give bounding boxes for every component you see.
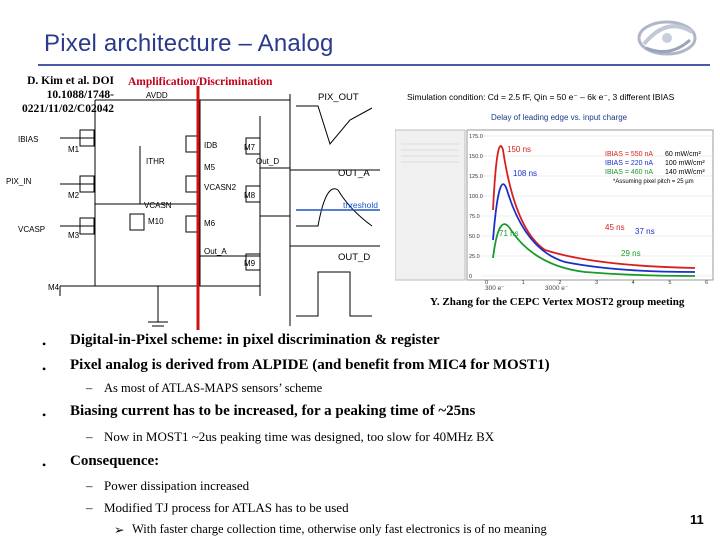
bullet-text: Consequence: <box>70 453 160 469</box>
m8-label: M8 <box>244 191 256 200</box>
bullet-marker: • <box>42 362 47 376</box>
m9-label: M9 <box>244 259 256 268</box>
section-label: Amplification/Discrimination <box>128 76 273 88</box>
m10-label: M10 <box>148 217 164 226</box>
legend-label: IBIAS = 220 nA <box>605 160 654 167</box>
annotation-red-tail: 45 ns <box>605 223 625 232</box>
annotation-green-peak: 71 ns <box>499 229 519 238</box>
m6-label: M6 <box>204 219 216 228</box>
legend-note: *Assuming pixel pitch = 25 µm <box>613 179 694 185</box>
slide-title: Pixel architecture – Analog <box>44 30 334 57</box>
x-tick-label: 2 <box>558 280 562 286</box>
sub-bullet-marker: – <box>86 429 93 444</box>
sub-bullet-marker: – <box>86 500 93 515</box>
m5-label: M5 <box>204 163 216 172</box>
out-a-label: OUT_A <box>338 168 370 179</box>
vcasp-label: VCASP <box>18 225 46 234</box>
legend-power: 140 mW/cm² <box>665 169 705 176</box>
ithr-label: ITHR <box>146 157 165 166</box>
reference-line: D. Kim et al. DOI <box>27 75 114 87</box>
chart-title: Delay of leading edge vs. input charge <box>491 113 628 122</box>
avdd-label: AVDD <box>146 91 168 100</box>
sub-bullet-text: Now in MOST1 ~2us peaking time was designed, too slow for 40MHz BX <box>104 429 495 444</box>
sub-bullet-text: Power dissipation increased <box>104 478 250 493</box>
x-tick-label: 1 <box>521 280 525 286</box>
bullet-marker: • <box>42 337 47 351</box>
y-tick-label: 175.0 <box>469 134 483 140</box>
annotation-red-peak: 150 ns <box>507 145 532 154</box>
y-tick-label: 50.0 <box>469 234 480 240</box>
annotation-blue-peak: 108 ns <box>513 169 538 178</box>
y-tick-label: 25.0 <box>469 254 480 260</box>
x-tick-label: 6 <box>705 280 709 286</box>
annotation-green-tail: 29 ns <box>621 249 641 258</box>
bullet-marker: • <box>42 408 47 422</box>
vcasn2-label: VCASN2 <box>204 183 237 192</box>
legend-power: 100 mW/cm² <box>665 160 705 167</box>
pix-in-label: PIX_IN <box>6 177 32 186</box>
bullet-text: Biasing current has to be increased, for a peaking time of ~25ns <box>70 403 476 419</box>
sub-bullet-marker: – <box>86 478 93 493</box>
sub-sub-bullet-text: With faster charge collection time, otherwise only fast electronics is of no meaning <box>132 522 547 536</box>
y-tick-label: 100.0 <box>469 194 483 200</box>
m3-label: M3 <box>68 231 80 240</box>
x-tick-label: 3 <box>595 280 599 286</box>
out-d-label: OUT_D <box>338 252 371 263</box>
pixel-analog-schematic <box>0 86 390 330</box>
x-ticks <box>485 280 708 286</box>
out-a-node-label: Out_A <box>204 247 227 256</box>
x-tick-label: 4 <box>631 280 635 286</box>
x-note-high: 3000 e⁻ <box>545 285 569 292</box>
sub-bullet-marker: – <box>86 381 93 395</box>
m1-label: M1 <box>68 145 80 154</box>
m7-label: M7 <box>244 143 256 152</box>
vcasn-label: VCASN <box>144 201 172 210</box>
delay-vs-charge-chart <box>395 90 715 292</box>
legend-label: IBIAS = 460 nA <box>605 169 654 176</box>
x-tick-label: 0 <box>485 280 489 286</box>
bullet-text: Pixel analog is derived from ALPIDE (and benefit from MIC4 for MOST1) <box>70 357 550 373</box>
simulation-condition: Simulation condition: Cd = 2.5 fF, Qin = 50 e⁻ – 6k e⁻, 3 different IBIAS <box>407 92 675 102</box>
m2-label: M2 <box>68 191 80 200</box>
sub-bullet-text: As most of ATLAS-MAPS sensors’ scheme <box>104 381 323 395</box>
x-tick-label: 5 <box>668 280 672 286</box>
page-number: 11 <box>690 512 704 527</box>
legend-label: IBIAS = 550 nA <box>605 151 654 158</box>
annotation-blue-tail: 37 ns <box>635 227 655 236</box>
out-d-node-label: Out_D <box>256 157 280 166</box>
sub-bullet-text: Modified TJ process for ATLAS has to be used <box>104 500 349 515</box>
y-tick-label: 125.0 <box>469 174 483 180</box>
credit-line: Y. Zhang for the CEPC Vertex MOST2 group meeting <box>430 296 685 308</box>
sub-sub-bullet-marker: ➢ <box>114 523 125 537</box>
bullet-marker: • <box>42 458 47 472</box>
y-tick-label: 0 <box>469 274 473 280</box>
reference-line: 0221/11/02/C02042 <box>21 103 114 115</box>
y-tick-label: 75.0 <box>469 214 480 220</box>
legend-power: 60 mW/cm² <box>665 151 701 158</box>
reference-line: 10.1088/1748- <box>46 89 114 101</box>
x-note-low: 300 e⁻ <box>485 285 505 292</box>
title-underline <box>38 64 710 66</box>
y-tick-label: 150.0 <box>469 154 483 160</box>
institute-logo-icon <box>632 14 702 62</box>
threshold-label: threshold <box>343 200 378 210</box>
idb-label: IDB <box>204 141 218 150</box>
m4-label: M4 <box>48 283 60 292</box>
bullet-text: Digital-in-Pixel scheme: in pixel discrimination & register <box>70 332 440 348</box>
pix-out-label: PIX_OUT <box>318 92 359 103</box>
ibias-label: IBIAS <box>18 135 39 144</box>
